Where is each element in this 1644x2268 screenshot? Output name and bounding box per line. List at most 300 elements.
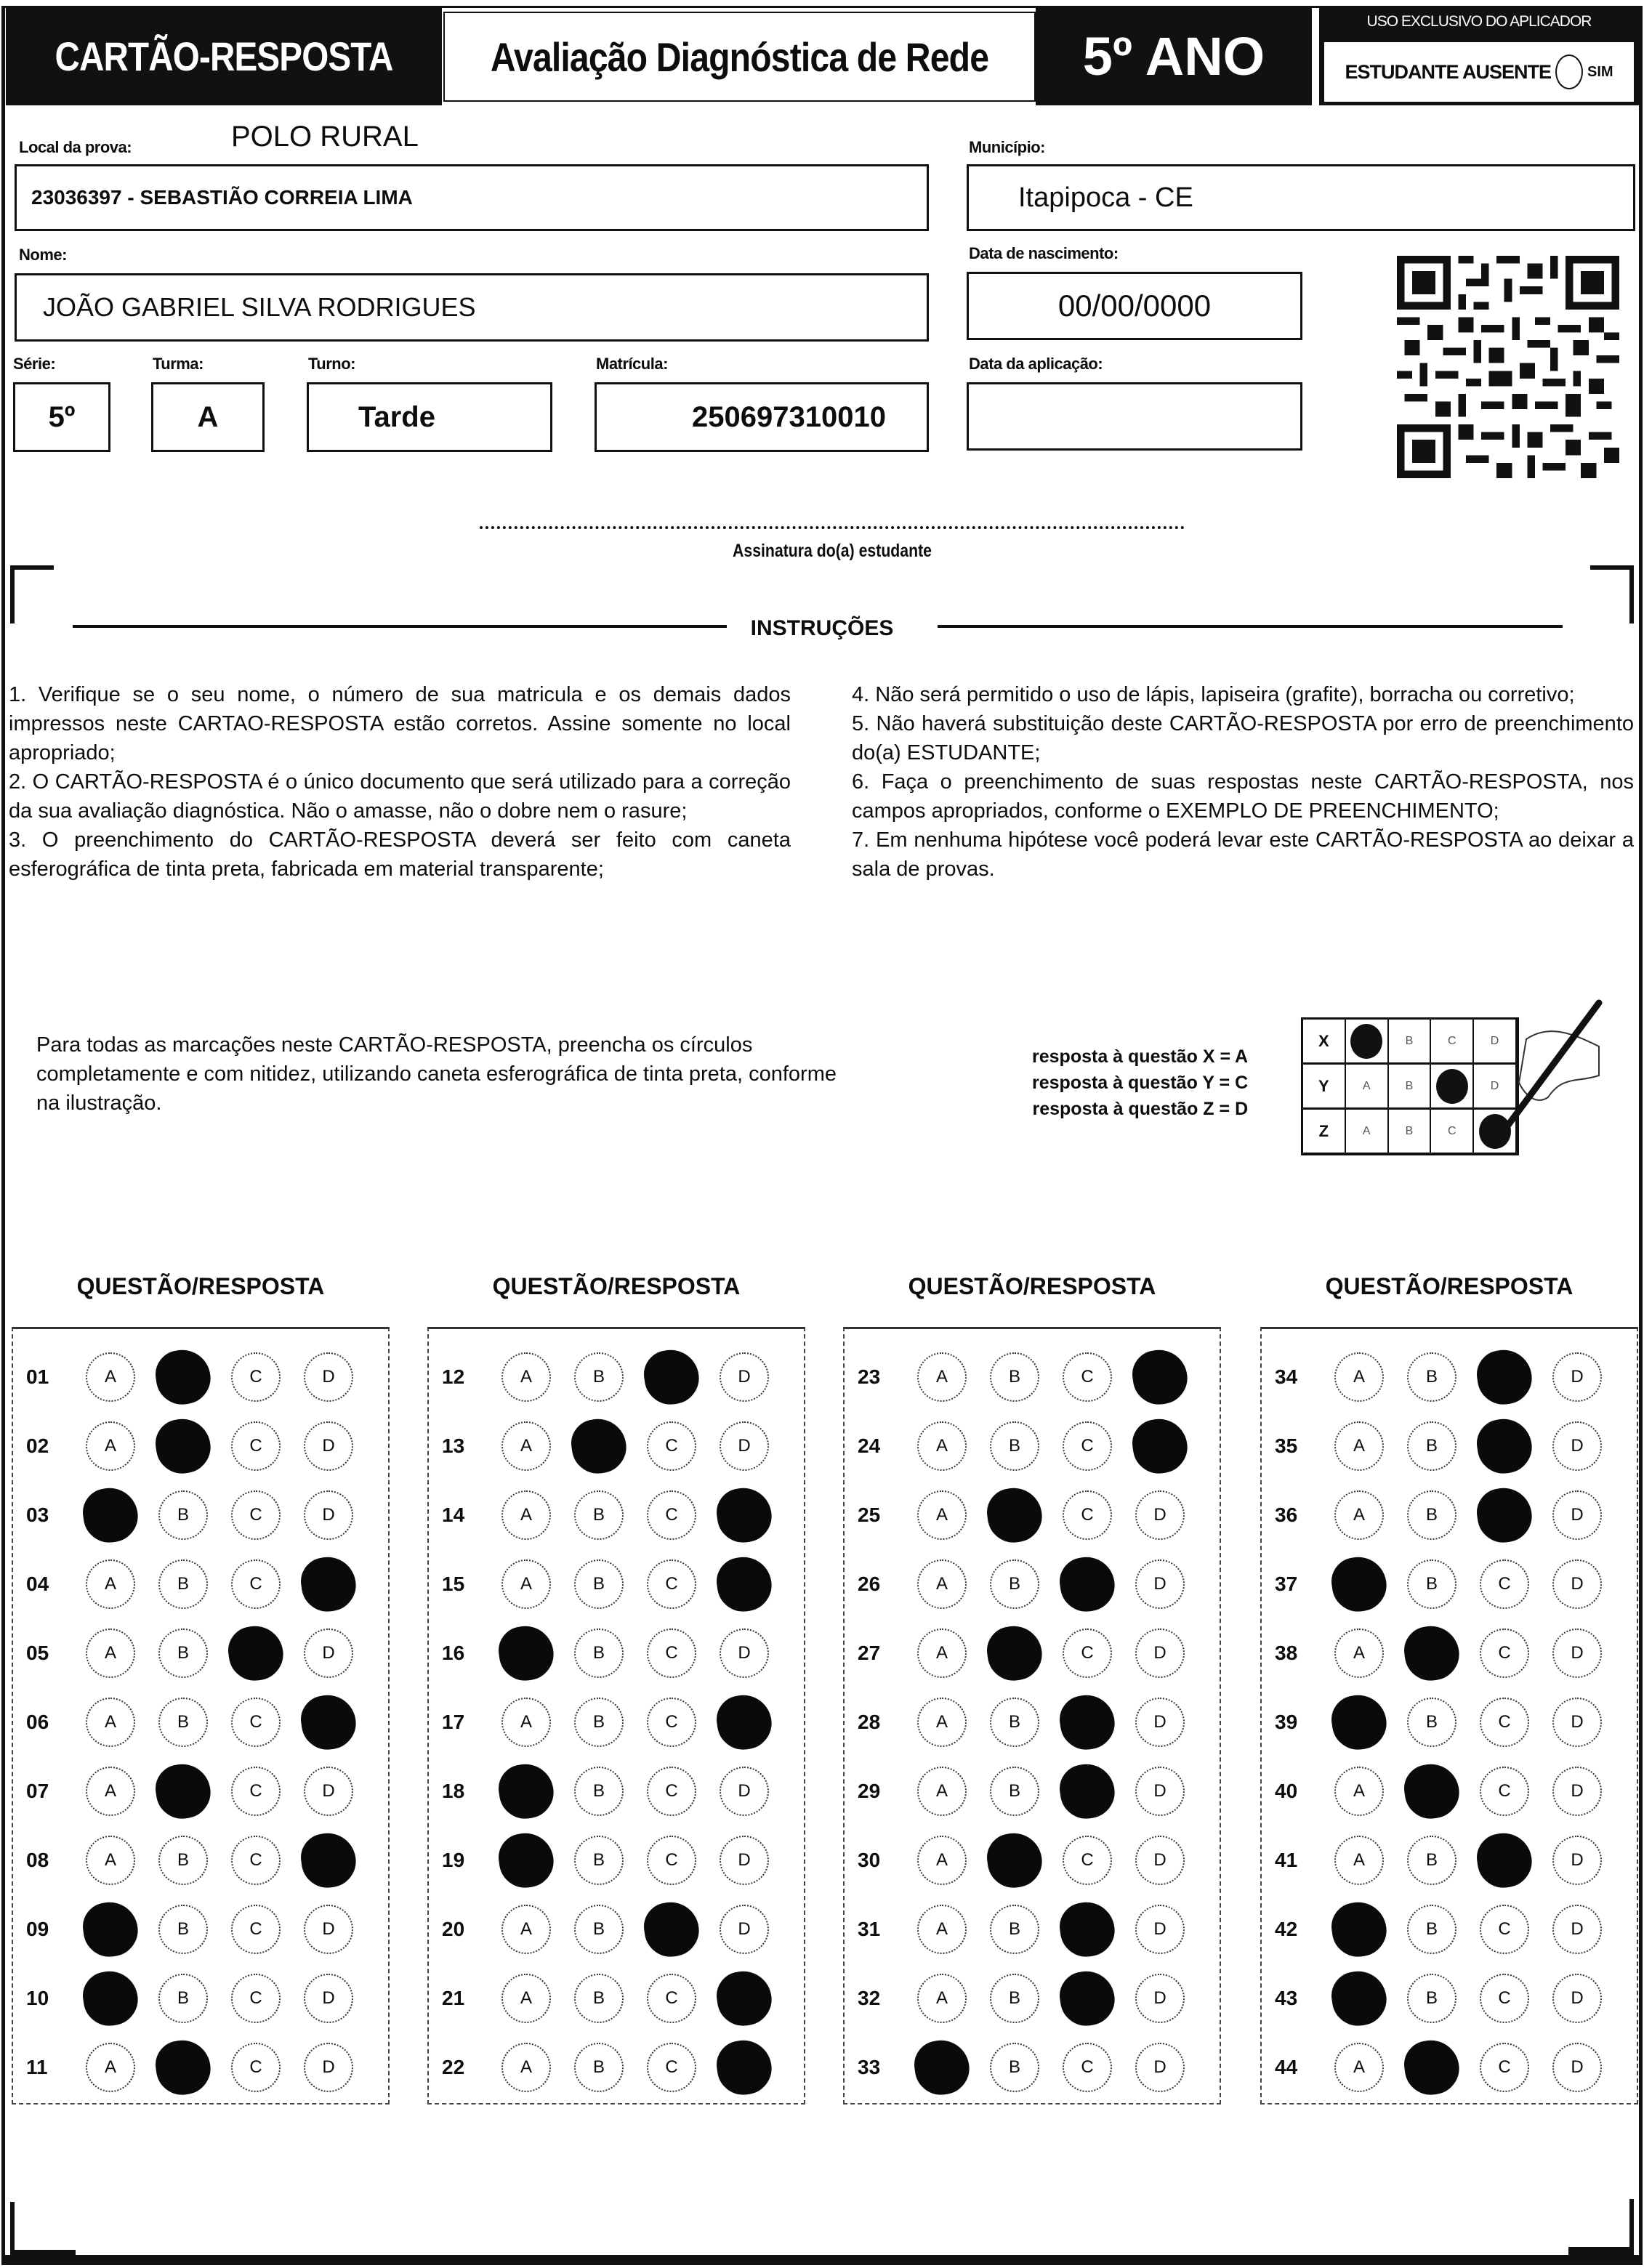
answer-bubble-c[interactable]: C [647, 1559, 696, 1609]
answer-bubble-c[interactable]: C [1480, 1629, 1529, 1678]
answer-bubble-c[interactable]: C [1480, 1974, 1529, 2023]
question-row [845, 1618, 1220, 1688]
answer-bubble-d[interactable]: D [720, 1352, 769, 1402]
answer-bubble-d[interactable]: D [1552, 1559, 1602, 1609]
answer-bubble-b[interactable] [568, 1416, 629, 1477]
answer-bubble-b[interactable]: B [158, 1490, 208, 1540]
matricula-label: Matrícula: [596, 355, 668, 373]
answer-bubble-d[interactable] [714, 2037, 775, 2098]
aplicacao-field [967, 382, 1302, 451]
answer-bubble-c[interactable]: C [231, 1698, 281, 1747]
answer-bubble-c[interactable] [641, 1347, 702, 1408]
answer-bubble-d[interactable]: D [304, 2043, 353, 2092]
answer-bubble-c[interactable]: C [647, 1421, 696, 1471]
instruction-item: 3. O preenchimento do CARTÃO-RESPOSTA deverá ser feito com caneta esferográfica de tinta preta, fabricada em material transparente; [9, 828, 791, 881]
answer-bubble-b[interactable]: B [574, 1836, 624, 1885]
answer-bubble-c[interactable]: C [647, 1974, 696, 2023]
answer-bubble-c[interactable]: C [647, 1490, 696, 1540]
answer-bubble-a[interactable]: A [1334, 1352, 1384, 1402]
answer-bubble-a[interactable]: A [501, 1421, 551, 1471]
answer-bubble-c[interactable]: C [231, 1490, 281, 1540]
question-row [429, 1756, 804, 1826]
example-option-letter: B [1405, 1079, 1414, 1092]
answer-bubble-c[interactable] [1474, 1485, 1535, 1546]
answer-bubble-d[interactable] [714, 1485, 775, 1546]
example-answer-x: resposta à questão X = A [1032, 1046, 1249, 1067]
answer-bubble-c[interactable] [225, 1623, 286, 1684]
answer-bubble-c[interactable]: C [1480, 1905, 1529, 1954]
answer-bubble-c[interactable]: C [1063, 1352, 1112, 1402]
example-row [1303, 1065, 1517, 1110]
question-row [429, 1964, 804, 2033]
answer-bubble-a[interactable]: A [1334, 1836, 1384, 1885]
answer-bubble-a[interactable]: A [1334, 1629, 1384, 1678]
question-row [13, 1342, 388, 1412]
question-row [13, 1687, 388, 1757]
border-bottom [1, 2255, 1643, 2265]
answer-bubble-a[interactable]: A [86, 1559, 135, 1609]
question-row [1262, 1687, 1637, 1757]
nome-value: JOÃO GABRIEL SILVA RODRIGUES [43, 292, 476, 322]
absent-bubble[interactable] [1555, 55, 1583, 89]
answer-bubble-b[interactable]: B [574, 1974, 624, 2023]
answer-bubble-d[interactable] [298, 1554, 359, 1615]
example-row-label: Y [1303, 1065, 1346, 1107]
answer-bubble-d[interactable]: D [1552, 1421, 1602, 1471]
answer-bubble-b[interactable]: B [990, 1974, 1039, 2023]
question-row [429, 1894, 804, 1964]
answer-bubble-b[interactable] [984, 1485, 1045, 1546]
answer-bubble-a[interactable]: A [86, 1767, 135, 1816]
answer-bubble-d[interactable] [1129, 1416, 1190, 1477]
answer-bubble-b[interactable] [1401, 2037, 1462, 2098]
turno-label: Turno: [308, 355, 356, 373]
answer-bubble-b[interactable]: B [1407, 1905, 1456, 1954]
answer-bubble-a[interactable]: A [917, 1421, 967, 1471]
question-row [845, 2033, 1220, 2102]
answer-bubble-d[interactable]: D [1552, 1629, 1602, 1678]
answer-bubble-a[interactable]: A [917, 1698, 967, 1747]
answer-bubble-b[interactable] [153, 1347, 214, 1408]
turno-field [307, 382, 552, 452]
answer-bubble-d[interactable]: D [304, 1352, 353, 1402]
answer-bubble-c[interactable] [1057, 1899, 1118, 1960]
example-option-letter: B [1405, 1124, 1414, 1137]
question-number: 01 [26, 1365, 49, 1388]
answer-bubble-b[interactable]: B [990, 1767, 1039, 1816]
answer-bubble-b[interactable]: B [1407, 1421, 1456, 1471]
serie-label: Série: [13, 355, 56, 373]
answer-bubble-d[interactable] [714, 1554, 775, 1615]
question-row [429, 1549, 804, 1619]
answer-bubble-a[interactable]: A [917, 1352, 967, 1402]
question-column-3 [843, 1327, 1221, 2104]
answer-bubble-c[interactable]: C [231, 1559, 281, 1609]
example-option-cell [1346, 1110, 1389, 1153]
question-number: 42 [1275, 1918, 1298, 1940]
answer-bubble-c[interactable]: C [647, 1629, 696, 1678]
signature-line[interactable] [480, 526, 1185, 529]
question-row [429, 1687, 804, 1757]
municipio-value: Itapipoca - CE [1018, 182, 1193, 213]
question-number: 09 [26, 1918, 49, 1940]
question-number: 29 [858, 1780, 881, 1802]
example-row [1303, 1020, 1517, 1065]
answer-bubble-c[interactable]: C [647, 2043, 696, 2092]
answer-bubble-b[interactable]: B [990, 1559, 1039, 1609]
answer-bubble-a[interactable]: A [86, 1836, 135, 1885]
matricula-field [595, 382, 929, 452]
answer-bubble-d[interactable] [714, 1692, 775, 1753]
answer-bubble-d[interactable]: D [1135, 1490, 1185, 1540]
answer-bubble-d[interactable]: D [304, 1905, 353, 1954]
answer-bubble-b[interactable]: B [990, 2043, 1039, 2092]
answer-bubble-c[interactable]: C [231, 1767, 281, 1816]
question-number: 31 [858, 1918, 881, 1940]
answer-bubble-a[interactable]: A [1334, 1421, 1384, 1471]
answer-bubble-b[interactable] [153, 1761, 214, 1822]
question-number: 34 [1275, 1365, 1298, 1388]
answer-bubble-c[interactable]: C [1480, 1698, 1529, 1747]
question-row [1262, 1964, 1637, 2033]
answer-bubble-c[interactable]: C [231, 1905, 281, 1954]
answer-bubble-c[interactable] [641, 1899, 702, 1960]
answer-bubble-b[interactable]: B [574, 1559, 624, 1609]
question-number: 10 [26, 1987, 49, 2009]
question-number: 36 [1275, 1504, 1298, 1526]
answer-bubble-a[interactable]: A [501, 1352, 551, 1402]
answer-bubble-b[interactable]: B [158, 1836, 208, 1885]
question-number: 13 [442, 1434, 465, 1457]
answer-bubble-b[interactable]: B [1407, 1352, 1456, 1402]
question-number: 40 [1275, 1780, 1298, 1802]
question-number: 38 [1275, 1642, 1298, 1664]
corner-mark-tr-v [1629, 565, 1634, 624]
question-row [845, 1894, 1220, 1964]
answer-bubble-a[interactable]: A [86, 2043, 135, 2092]
answer-bubble-b[interactable]: B [158, 1974, 208, 2023]
answer-bubble-b[interactable]: B [990, 1352, 1039, 1402]
answer-bubble-a[interactable]: A [917, 1767, 967, 1816]
answer-bubble-b[interactable] [1401, 1623, 1462, 1684]
question-number: 02 [26, 1434, 49, 1457]
answer-bubble-d[interactable]: D [304, 1629, 353, 1678]
answer-bubble-b[interactable]: B [990, 1905, 1039, 1954]
question-row [429, 1618, 804, 1688]
turma-label: Turma: [153, 355, 204, 373]
answer-bubble-a[interactable] [1329, 1899, 1390, 1960]
answer-bubble-b[interactable]: B [574, 1905, 624, 1954]
question-row [845, 1480, 1220, 1550]
answer-bubble-a[interactable]: A [917, 1974, 967, 2023]
answer-bubble-d[interactable]: D [304, 1767, 353, 1816]
answer-bubble-a[interactable]: A [1334, 1767, 1384, 1816]
answer-bubble-d[interactable]: D [720, 1421, 769, 1471]
answer-bubble-d[interactable]: D [1552, 1974, 1602, 2023]
answer-bubble-a[interactable] [1329, 1692, 1390, 1753]
question-row [13, 1549, 388, 1619]
question-row [845, 1411, 1220, 1481]
example-option-cell [1389, 1065, 1432, 1107]
answer-bubble-b[interactable]: B [158, 1559, 208, 1609]
question-row [1262, 1480, 1637, 1550]
question-number: 41 [1275, 1849, 1298, 1871]
answer-bubble-d[interactable]: D [1135, 1629, 1185, 1678]
question-number: 27 [858, 1642, 881, 1664]
answer-bubble-c[interactable]: C [231, 2043, 281, 2092]
answer-bubble-a[interactable]: A [917, 1559, 967, 1609]
answer-bubble-b[interactable]: B [574, 2043, 624, 2092]
answer-bubble-b[interactable] [984, 1830, 1045, 1891]
answer-bubble-d[interactable]: D [720, 1629, 769, 1678]
answer-bubble-d[interactable]: D [1552, 1767, 1602, 1816]
answer-bubble-c[interactable]: C [231, 1352, 281, 1402]
question-column-2 [427, 1327, 805, 2104]
answer-bubble-c[interactable]: C [1063, 1421, 1112, 1471]
answer-bubble-b[interactable]: B [574, 1629, 624, 1678]
answer-bubble-d[interactable]: D [1552, 1490, 1602, 1540]
example-grid [1301, 1017, 1519, 1155]
question-number: 30 [858, 1849, 881, 1871]
corner-mark-tr-h [1590, 565, 1634, 570]
column-title: QUESTÃO/RESPOSTA [76, 1273, 325, 1299]
question-number: 35 [1275, 1434, 1298, 1457]
municipio-label: Município: [969, 138, 1045, 156]
question-row [845, 1342, 1220, 1412]
example-option-cell [1346, 1020, 1389, 1062]
answer-bubble-a[interactable] [80, 1899, 141, 1960]
example-option-letter: A [1362, 1079, 1371, 1092]
question-row [1262, 1411, 1637, 1481]
answer-bubble-a[interactable]: A [86, 1421, 135, 1471]
answer-bubble-a[interactable] [80, 1968, 141, 2029]
answer-bubble-a[interactable]: A [86, 1698, 135, 1747]
nome-field [15, 273, 929, 342]
answer-bubble-a[interactable]: A [917, 1490, 967, 1540]
answer-bubble-a[interactable]: A [501, 1974, 551, 2023]
answer-bubble-b[interactable]: B [1407, 1974, 1456, 2023]
question-number: 19 [442, 1849, 465, 1871]
question-number: 20 [442, 1918, 465, 1940]
corner-mark-br-h [1568, 2247, 1634, 2257]
question-number: 15 [442, 1573, 465, 1595]
answer-bubble-a[interactable]: A [501, 2043, 551, 2092]
answer-bubble-c[interactable]: C [1480, 1767, 1529, 1816]
answer-bubble-d[interactable]: D [304, 1974, 353, 2023]
answer-bubble-c[interactable]: C [1480, 1559, 1529, 1609]
answer-bubble-b[interactable]: B [1407, 1559, 1456, 1609]
question-number: 44 [1275, 2056, 1298, 2078]
answer-bubble-a[interactable]: A [501, 1490, 551, 1540]
nome-label: Nome: [19, 246, 67, 264]
answer-bubble-d[interactable] [298, 1830, 359, 1891]
answer-bubble-b[interactable] [984, 1623, 1045, 1684]
answer-bubble-c[interactable] [1057, 1692, 1118, 1753]
question-row [13, 1480, 388, 1550]
answer-bubble-a[interactable]: A [86, 1629, 135, 1678]
example-option-letter: D [1490, 1034, 1499, 1047]
answer-bubble-a[interactable] [496, 1830, 557, 1891]
absent-option-label: SIM [1587, 63, 1613, 80]
question-number: 06 [26, 1711, 49, 1733]
answer-bubble-d[interactable] [714, 1968, 775, 2029]
answer-bubble-d[interactable]: D [1552, 1836, 1602, 1885]
municipio-field [967, 164, 1635, 231]
answer-bubble-b[interactable]: B [158, 1629, 208, 1678]
answer-bubble-a[interactable]: A [86, 1352, 135, 1402]
question-row [1262, 1618, 1637, 1688]
answer-bubble-b[interactable]: B [574, 1767, 624, 1816]
card-title: CARTÃO-RESPOSTA [55, 33, 393, 79]
answer-bubble-b[interactable]: B [574, 1490, 624, 1540]
instructions-right-column [852, 680, 1634, 884]
answer-bubble-d[interactable]: D [1135, 2043, 1185, 2092]
answer-bubble-a[interactable]: A [1334, 1490, 1384, 1540]
local-field [15, 164, 929, 231]
answer-bubble-b[interactable] [1401, 1761, 1462, 1822]
question-row [1262, 1894, 1637, 1964]
answer-bubble-b[interactable]: B [1407, 1836, 1456, 1885]
answer-bubble-a[interactable] [496, 1623, 557, 1684]
example-option-letter: B [1405, 1034, 1414, 1047]
answer-bubble-c[interactable]: C [647, 1836, 696, 1885]
local-label: Local da prova: [19, 138, 132, 156]
answer-bubble-d[interactable]: D [1552, 1905, 1602, 1954]
column-title: QUESTÃO/RESPOSTA [1325, 1273, 1574, 1299]
answer-bubble-b[interactable] [153, 1416, 214, 1477]
answer-bubble-d[interactable]: D [1135, 1974, 1185, 2023]
corner-mark-tl-h [10, 565, 54, 570]
question-number: 16 [442, 1642, 465, 1664]
question-number: 12 [442, 1365, 465, 1388]
nascimento-field [967, 272, 1302, 340]
question-row [429, 1825, 804, 1895]
answer-bubble-c[interactable] [1057, 1968, 1118, 2029]
answer-bubble-a[interactable]: A [917, 1836, 967, 1885]
answer-bubble-a[interactable] [1329, 1968, 1390, 2029]
answer-bubble-d[interactable]: D [304, 1421, 353, 1471]
answer-bubble-b[interactable]: B [574, 1352, 624, 1402]
answer-bubble-a[interactable] [911, 2037, 972, 2098]
answer-bubble-a[interactable]: A [917, 1629, 967, 1678]
answer-bubble-a[interactable]: A [501, 1698, 551, 1747]
question-row [429, 1480, 804, 1550]
answer-bubble-c[interactable]: C [647, 1698, 696, 1747]
question-row [1262, 1342, 1637, 1412]
answer-bubble-d[interactable]: D [720, 1905, 769, 1954]
answer-bubble-c[interactable]: C [1063, 1490, 1112, 1540]
question-number: 33 [858, 2056, 881, 2078]
qr-code [1397, 251, 1619, 483]
grade-year: 5º ANO [1082, 26, 1265, 86]
answer-bubble-d[interactable]: D [1135, 1559, 1185, 1609]
question-number: 21 [442, 1987, 465, 2009]
example-filled-bubble [1350, 1024, 1382, 1059]
column-title: QUESTÃO/RESPOSTA [492, 1273, 741, 1299]
example-option-cell [1431, 1110, 1474, 1153]
answer-bubble-a[interactable] [1329, 1554, 1390, 1615]
answer-bubble-a[interactable]: A [1334, 2043, 1384, 2092]
answer-bubble-a[interactable]: A [501, 1559, 551, 1609]
local-polo: POLO RURAL [231, 121, 419, 153]
question-number: 05 [26, 1642, 49, 1664]
answer-bubble-c[interactable] [1474, 1830, 1535, 1891]
answer-bubble-b[interactable]: B [158, 1905, 208, 1954]
answer-bubble-b[interactable]: B [158, 1698, 208, 1747]
example-row-label: Z [1303, 1110, 1346, 1153]
corner-mark-bl-h [10, 2250, 76, 2259]
question-row [429, 1411, 804, 1481]
absent-student-box [1323, 41, 1635, 103]
question-row [429, 1342, 804, 1412]
question-row [845, 1964, 1220, 2033]
answer-bubble-b[interactable]: B [1407, 1490, 1456, 1540]
answer-bubble-c[interactable]: C [231, 1974, 281, 2023]
question-number: 28 [858, 1711, 881, 1733]
answer-bubble-d[interactable] [1129, 1347, 1190, 1408]
question-number: 37 [1275, 1573, 1298, 1595]
answer-bubble-c[interactable]: C [1063, 1836, 1112, 1885]
answer-bubble-a[interactable]: A [501, 1905, 551, 1954]
question-number: 26 [858, 1573, 881, 1595]
question-number: 23 [858, 1365, 881, 1388]
answer-bubble-c[interactable] [1057, 1761, 1118, 1822]
answer-bubble-d[interactable]: D [1552, 1352, 1602, 1402]
example-option-cell [1431, 1065, 1474, 1107]
example-filled-bubble [1436, 1069, 1468, 1104]
answer-bubble-b[interactable]: B [574, 1698, 624, 1747]
answer-bubble-d[interactable]: D [1135, 1905, 1185, 1954]
answer-bubble-c[interactable]: C [231, 1421, 281, 1471]
question-number: 24 [858, 1434, 881, 1457]
marking-note: Para todas as marcações neste CARTÃO-RESPOSTA, preencha os círculos completamente e com nitidez, utilizando caneta esferográfica de tinta preta, conforme na ilustração. [36, 1033, 837, 1115]
answer-bubble-d[interactable]: D [1135, 1767, 1185, 1816]
answer-bubble-c[interactable]: C [1063, 1629, 1112, 1678]
answer-bubble-c[interactable]: C [231, 1836, 281, 1885]
turno-value: Tarde [358, 400, 435, 433]
question-number: 17 [442, 1711, 465, 1733]
question-row [1262, 2033, 1637, 2102]
answer-bubble-d[interactable]: D [304, 1490, 353, 1540]
answer-bubble-b[interactable]: B [990, 1421, 1039, 1471]
answer-bubble-c[interactable]: C [1063, 2043, 1112, 2092]
answer-bubble-c[interactable] [1474, 1347, 1535, 1408]
answer-bubble-c[interactable]: C [1480, 2043, 1529, 2092]
answer-bubble-d[interactable] [298, 1692, 359, 1753]
answer-bubble-d[interactable]: D [1552, 2043, 1602, 2092]
answer-bubble-d[interactable]: D [1552, 1698, 1602, 1747]
answer-bubble-c[interactable]: C [647, 1767, 696, 1816]
answer-bubble-b[interactable]: B [990, 1698, 1039, 1747]
serie-field [13, 382, 110, 452]
instruction-item: 5. Não haverá substituição deste CARTÃO-RESPOSTA por erro de preenchimento do(a) ESTUDANTE; [852, 712, 1634, 764]
question-row [13, 2033, 388, 2102]
answer-bubble-d[interactable]: D [1135, 1836, 1185, 1885]
answer-bubble-b[interactable]: B [1407, 1698, 1456, 1747]
answer-bubble-a[interactable] [496, 1761, 557, 1822]
answer-bubble-d[interactable]: D [720, 1767, 769, 1816]
answer-bubble-d[interactable]: D [720, 1836, 769, 1885]
answer-bubble-a[interactable]: A [917, 1905, 967, 1954]
answer-bubble-c[interactable] [1474, 1416, 1535, 1477]
answer-bubble-a[interactable] [80, 1485, 141, 1546]
answer-bubble-c[interactable] [1057, 1554, 1118, 1615]
corner-mark-tl-v [10, 565, 15, 624]
answer-bubble-b[interactable] [153, 2037, 214, 2098]
signature-label: Assinatura do(a) estudante [733, 541, 932, 561]
answer-bubble-d[interactable]: D [1135, 1698, 1185, 1747]
question-row [13, 1618, 388, 1688]
